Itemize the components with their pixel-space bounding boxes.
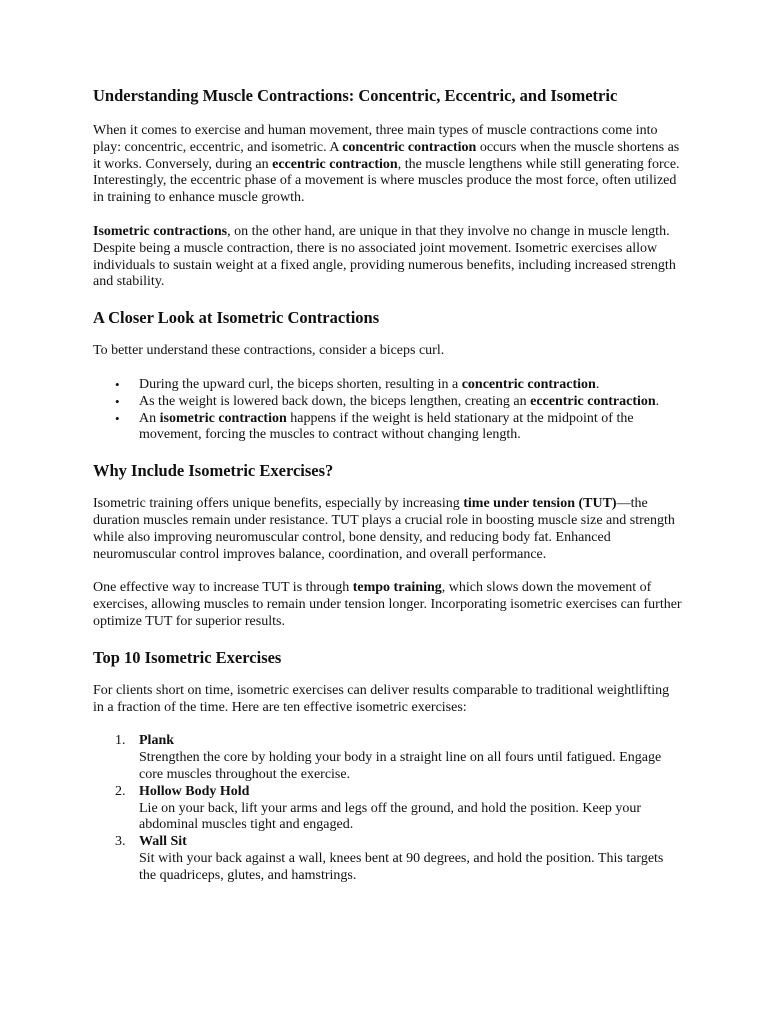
bold-term: Isometric contractions: [93, 223, 228, 239]
exercise-name: Wall Sit: [139, 834, 187, 850]
bullet-list: [93, 377, 683, 444]
bullet-icon: •: [115, 410, 120, 426]
closer-look-lead: To better understand these contractions, consider a biceps curl.: [93, 343, 445, 359]
text-run: During the upward curl, the biceps shorten, resulting in a: [139, 376, 462, 392]
bold-term: eccentric contraction: [272, 156, 398, 172]
list-number: 2.: [115, 783, 126, 799]
text-run: .: [595, 376, 600, 392]
text-run: When it comes to exercise and human movement, three main types of muscle contractions come into play: concentric, eccentric, and isometric. A: [93, 123, 658, 155]
bold-term: eccentric contraction: [530, 393, 656, 409]
text-run: occurs when the muscle shortens as it works. Conversely, during an: [93, 139, 680, 172]
exercise-name: Plank: [139, 733, 175, 749]
bold-term: time under tension (TUT): [463, 496, 617, 512]
why-paragraph-1: [93, 496, 683, 563]
top10-lead: For clients short on time, isometric exercises can deliver results comparable to traditional weightlifting in a fraction of the time. Here are ten effective isometric exercises:: [93, 682, 670, 715]
bullet-icon: •: [115, 393, 120, 409]
bullet-icon: •: [115, 376, 120, 392]
list-item: [115, 410, 683, 445]
section-heading-why: Why Include Isometric Exercises?: [93, 461, 334, 481]
intro-paragraph-1: [93, 123, 683, 207]
exercise-description: Lie on your back, lift your arms and legs off the ground, and hold the position. Keep your abdominal muscles tight and engaged.: [139, 800, 642, 833]
text-run: , which slows down the movement of exercises, allowing muscles to remain under tension longer. Incorporating isometric exercises can further optimize TUT for superior results.: [93, 580, 682, 629]
text-run: , on the other hand, are unique in that they involve no change in muscle length. Despite being a muscle contraction, there is no associated joint movement. Isometric exercises allow individuals to sustain weight at a fixed angle, providing numerous benefits, including increased strength and stability.: [93, 223, 676, 290]
bold-term: concentric contraction: [342, 139, 477, 155]
text-run: One effective way to increase TUT is through: [93, 580, 353, 596]
section-heading-closer-look: A Closer Look at Isometric Contractions: [93, 308, 380, 328]
exercise-name: Hollow Body Hold: [139, 783, 250, 799]
bold-term: tempo training: [352, 580, 442, 596]
exercise-list: [93, 733, 683, 884]
page-title: Understanding Muscle Contractions: Concentric, Eccentric, and Isometric: [93, 86, 618, 105]
list-item: [115, 376, 683, 394]
text-run: .: [655, 393, 660, 409]
list-number: 1.: [115, 733, 126, 749]
intro-paragraph-2: [93, 224, 683, 291]
list-item: [115, 733, 683, 783]
bold-term: concentric contraction: [461, 376, 596, 392]
list-item: [115, 393, 683, 411]
text-run: Isometric training offers unique benefits, especially by increasing: [93, 496, 464, 512]
list-item: [115, 783, 683, 834]
exercise-description: Sit with your back against a wall, knees bent at 90 degrees, and hold the position. This targets the quadriceps, glutes, and hamstrings.: [139, 850, 664, 883]
text-run: An: [139, 410, 160, 426]
document-body: [93, 86, 683, 885]
text-run: , the muscle lengthens while still generating force. Interestingly, the eccentric phase of a movement is where muscles produce the most force, often utilized in training to enhance muscle growth.: [93, 156, 680, 206]
exercise-description: Strengthen the core by holding your body in a straight line on all fours until fatigued. Engage core muscles throughout the exercise.: [139, 750, 662, 782]
why-paragraph-2: [93, 580, 683, 630]
text-run: As the weight is lowered back down, the biceps lengthen, creating an: [139, 393, 531, 409]
section-heading-top10: Top 10 Isometric Exercises: [93, 647, 282, 667]
text-run: —the duration muscles remain under resistance. TUT plays a crucial role in boosting muscle size and strength while also improving neuromuscular control, bone density, and reducing body fat. Enhanced neuromuscular control improves balance, coordination, and overall performance.: [93, 496, 675, 562]
list-number: 3.: [115, 834, 126, 850]
list-item: [115, 834, 683, 884]
bold-term: isometric contraction: [159, 410, 287, 426]
text-run: happens if the weight is held stationary at the midpoint of the movement, forcing the muscles to contract without changing length.: [139, 410, 634, 443]
